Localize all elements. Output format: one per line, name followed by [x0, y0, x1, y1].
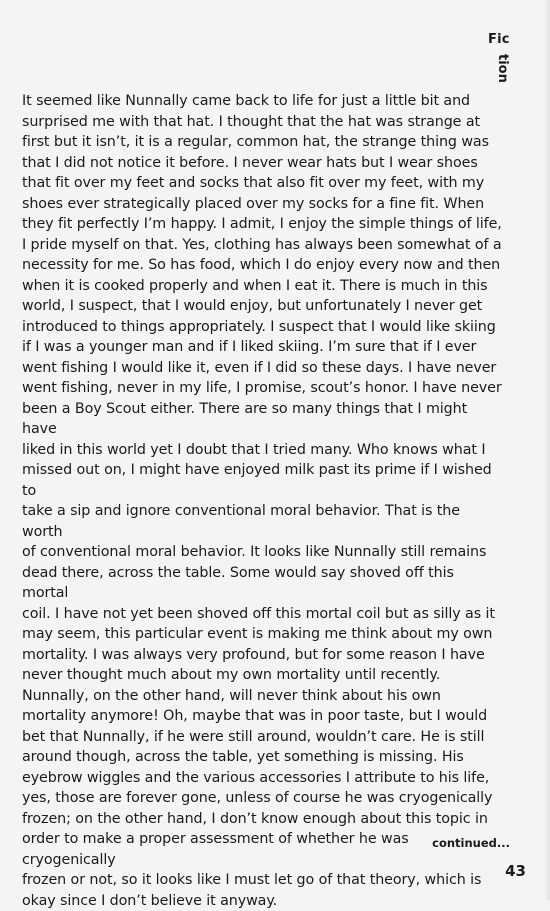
section-tab-part1: Fic — [488, 32, 510, 47]
section-tab-part2: tion — [495, 54, 510, 83]
page-edge — [544, 0, 550, 900]
continued-label: continued... — [432, 836, 510, 850]
story-body: It seemed like Nunnally came back to life for just a little bit and surprised me with that hat. I thought that the hat was strange at first but it isn’t, it is a regular, common hat, the strange thing was that I did not notice it before. I never wear hats but I wear shoes that fit over my feet and socks that also fit over my feet, with my shoes ever strategically placed over my socks for a fine fit. When they fit perfectly I’m happy. I admit, I enjoy the simple things of life, I pride myself on that. Yes, clothing has always been somewhat of a necessity for me. So has food, which I do enjoy every now and then when it is cooked properly and when I eat it. There is much in this world, I suspect, that I would enjoy, but unfortunately I never get introduced to things appropriately. I suspect that I would like skiing if I was a younger man and if I liked skiing. I’m sure that if I ever went fishing I would like it, even if I did so these days. I have never went fishing, never in my life, I promise, scout’s honor. I have never been a Boy Scout either. There are so many things that I might have liked in this world yet I doubt that I tried many. Who knows what I missed out on, I might have enjoyed milk past its prime if I wished to take a sip and ignore conventional moral behavior. That is the worth of conventional moral behavior. It looks like Nunnally still remains dead there, across the table. Some would say shoved off this mortal coil. I have not yet been shoved off this mortal coil but as silly as it may seem, this particular event is making me think about my own mortality. I was always very profound, but for some reason I have never thought much about my own mortality until recently. Nunnally, on the other hand, will never think about his own mortality anymore! Oh, maybe that was in poor taste, but I would bet that Nunnally, if he were still around, wouldn’t care. He is still around though, across the table, yet something is missing. His eyebrow wiggles and the various accessories I attribute to his life, yes, those are forever gone, unless of course he was cryogenically frozen; on the other hand, I don’t know enough about this topic in order to make a proper assessment of whether he was cryogenically frozen or not, so it looks like I must let go of that theory, which is okay since I don’t believe it anyway. — [22, 93, 502, 909]
section-tab — [488, 24, 530, 94]
page-number: 43 — [505, 862, 526, 880]
